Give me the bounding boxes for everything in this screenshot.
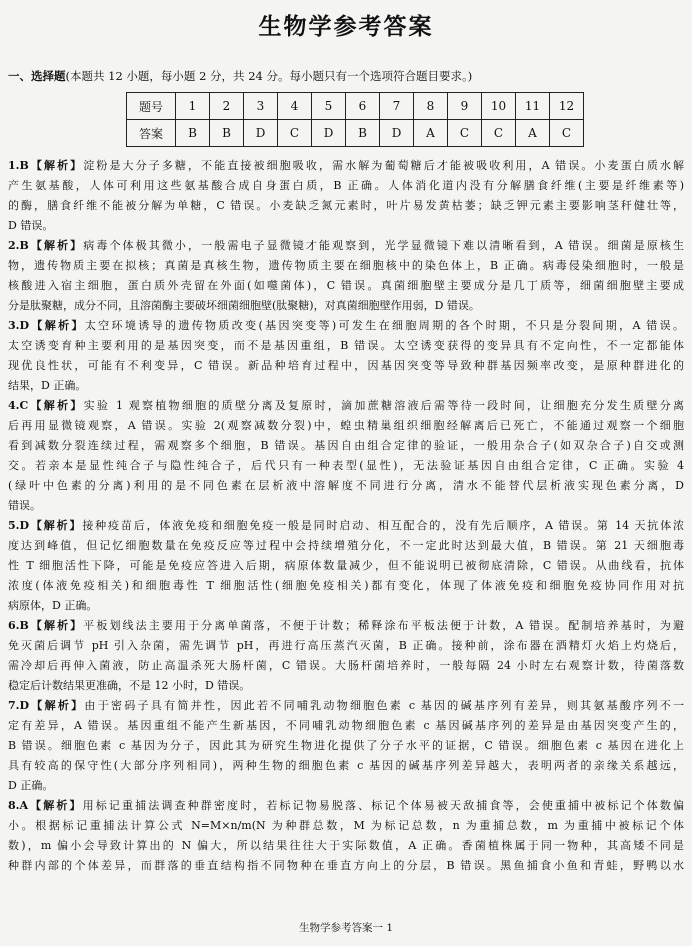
question-number-cell: 7 (380, 93, 414, 120)
explanation-entry (8, 516, 684, 616)
explanation-line: 性 T 细胞活性下降，可能是免疫应答进入后期，病原体数量减少，但不能说明已被彻底清除，C 错误。从曲线看，抗体 (8, 559, 684, 572)
answer-cell: B (346, 120, 380, 147)
row-label-answer: 答案 (127, 120, 176, 147)
entry-number: 5.D (8, 519, 30, 532)
answer-cell: C (482, 120, 516, 147)
explanation-line: 物，遗传物质主要在拟核；真菌是真核生物，遗传物质主要在细胞核中的染色体上，B 正确。病毒侵染细胞时，一般是 (8, 259, 684, 272)
analysis-tag: 【解析】 (28, 399, 84, 412)
explanation-line (8, 156, 684, 176)
line-text: 平板划线法主要用于分离单菌落，不便于计数；稀释涂布平板法便于计数，A 错误。配制培养基时，为避 (83, 619, 684, 632)
explanation-line: 太空诱变育种主要利用的是基因突变，而不是基因重组，B 错误。太空诱变获得的变异具有不定向性，不一定都能体 (8, 339, 684, 352)
entry-number: 7.D (8, 699, 30, 712)
explanation-line (8, 396, 684, 416)
explanation-entry (8, 396, 684, 516)
explanation-line: D 正确。 (8, 779, 54, 792)
section-header (8, 68, 688, 84)
entry-number: 8.A (8, 799, 29, 812)
answer-cell: D (312, 120, 346, 147)
explanation-line: 现优良性状，可能有不利变异，C 错误。新品种培育过程中，因基因突变等导致种群基因频率改变，是原种群进化的 (8, 359, 684, 372)
question-number-cell: 1 (176, 93, 210, 120)
answer-table-number-row (127, 93, 584, 120)
explanation-line (8, 516, 684, 536)
question-number-cell: 6 (346, 93, 380, 120)
explanation-line: 核酸进入宿主细胞，蛋白质外壳留在外面(如噬菌体)，C 错误。真菌细胞壁主要成分是几丁质等，细菌细胞壁主要成 (8, 279, 684, 292)
entry-number: 4.C (8, 399, 29, 412)
explanation-line: B 错误。细胞色素 c 基因为分子，因此其为研究生物进化提供了分子水平的证据，C 错误。细胞色素 c 基因在进化上 (8, 739, 684, 752)
entry-number: 2.B (8, 239, 29, 252)
explanation-line (8, 316, 684, 336)
explanation-line: 交。若亲本是显性纯合子与隐性纯合子，后代只有一种表型(显性)，无法验证基因自由组合定律，C 正确。实验 4 (8, 459, 684, 472)
question-number-cell: 5 (312, 93, 346, 120)
question-number-cell: 4 (278, 93, 312, 120)
explanation-line: D 错误。 (8, 219, 54, 232)
explanation-line: 错误。 (8, 499, 41, 512)
explanation-entry (8, 616, 684, 696)
answer-table-answer-row (127, 120, 584, 147)
section-instruction: (本题共 12 小题，每小题 2 分，共 24 分。每小题只有一个选项符合题目要求。) (65, 69, 473, 83)
question-number-cell: 8 (414, 93, 448, 120)
analysis-tag: 【解析】 (29, 319, 85, 332)
explanations (8, 156, 684, 876)
explanation-line: 的酶，膳食纤维不能被分解为单糖，C 错误。小麦缺乏氮元素时，叶片易发黄枯萎；缺乏钾元素主要影响茎秆健壮等， (8, 199, 684, 212)
analysis-tag: 【解析】 (28, 239, 84, 252)
explanation-line: 数)，m 偏小会导致计算出的 N 偏大，所以结果往往大于实际数值，A 正确。香菌植株属于同一物种，其高矮不同是 (8, 839, 684, 852)
analysis-tag: 【解析】 (28, 159, 84, 172)
row-label-number: 题号 (127, 93, 176, 120)
explanation-line: 需冷却后再伸入菌液，防止高温杀死大肠杆菌，C 错误。大肠杆菌培养时，一般每隔 24 小时左右观察计数，待菌落数 (8, 659, 684, 672)
line-text: 接种疫苗后，体液免疫和细胞免疫一般是同时启动、相互配合的，没有先后顺序，A 错误。第 14 天抗体浓 (82, 519, 684, 532)
answer-cell: B (210, 120, 244, 147)
explanation-line: 产生氨基酸，人体可利用这些氨基酸合成自身蛋白质，B 正确。人体消化道内没有分解膳食纤维(主要是纤维素等) (8, 179, 684, 192)
explanation-entry (8, 796, 684, 876)
line-text: 由于密码子具有简并性，因此若不同哺乳动物细胞色素 c 基因的碱基序列有差异，则其氨基酸序列不一 (84, 699, 684, 712)
explanation-entry (8, 236, 684, 316)
question-number-cell: 10 (482, 93, 516, 120)
explanation-line: 种群内部的个体差异，而群落的垂直结构指不同物种在垂直方向上的分层，B 错误。黑鱼捕食小鱼和青蛙，野鸭以水 (8, 859, 684, 872)
explanation-line: 后再用显微镜观察，A 错误。实验 2(观察减数分裂)中，蝗虫精巢组织细胞经解离后已死亡，不能通过观察一个细胞 (8, 419, 684, 432)
section-number: 一、选择题 (8, 69, 66, 83)
explanation-line: 具有较高的保守性(大部分序列相同)，两种生物的细胞色素 c 基因的碱基序列差异越大，表明两者的亲缘关系越远， (8, 759, 684, 772)
page-title: 生物学参考答案 (258, 13, 434, 40)
explanation-line (8, 696, 684, 716)
question-number-cell: 2 (210, 93, 244, 120)
explanation-entry (8, 316, 684, 396)
explanation-line: 免灭菌后调节 pH 引入杂菌，需先调节 pH，再进行高压蒸汽灭菌，B 正确。接种前，涂布器在酒精灯火焰上灼烧后， (8, 639, 684, 652)
analysis-tag: 【解析】 (29, 519, 83, 532)
entry-number: 1.B (8, 159, 29, 172)
explanation-line: 浓度(体液免疫相关)和细胞毒性 T 细胞活性(细胞免疫相关)都有变化，体现了体液免疫和细胞免疫协同作用对抗 (8, 579, 684, 592)
question-number-cell: 11 (516, 93, 550, 120)
answer-table (126, 92, 584, 147)
page-footer: 生物学参考答案一 1 (298, 922, 394, 934)
explanation-line: 结果，D 正确。 (8, 379, 87, 392)
answer-cell: C (550, 120, 584, 147)
answer-cell: C (448, 120, 482, 147)
line-text: 实验 1 观察植物细胞的质壁分离及复原时，滴加蔗糖溶液后需等待一段时间，让细胞充分发生质壁分离 (83, 399, 684, 412)
explanation-line: 定有差异，A 错误。基因重组不能产生新基因，不同哺乳动物细胞色素 c 基因碱基序列的差异是由基因突变产生的， (8, 719, 684, 732)
explanation-entry (8, 156, 684, 236)
explanation-line (8, 796, 684, 816)
explanation-line: 小。根据标记重捕法计算公式 N=M×n/m(N 为种群总数，M 为标记总数，n 为重捕总数，m 为重捕中被标记个体 (8, 819, 684, 832)
explanation-line: (绿叶中色素的分离)利用的是不同色素在层析液中溶解度不同进行分离，清水不能替代层析液实现色素分离，D (8, 479, 684, 492)
explanation-line: 看到减数分裂连续过程，需观察多个细胞，B 错误。基因自由组合定律的验证，一般用杂合子(如双杂合子)自交或测 (8, 439, 684, 452)
answer-cell: C (278, 120, 312, 147)
explanation-line: 稳定后计数结果更准确，不是 12 小时，D 错误。 (8, 679, 251, 692)
entry-number: 3.D (8, 319, 30, 332)
line-text: 病毒个体极其微小，一般需电子显微镜才能观察到，光学显微镜下难以清晰看到，A 错误。细菌是原核生 (83, 239, 684, 252)
analysis-tag: 【解析】 (29, 699, 85, 712)
entry-number: 6.B (8, 619, 29, 632)
analysis-tag: 【解析】 (28, 619, 84, 632)
line-text: 淀粉是大分子多糖，不能直接被细胞吸收，需水解为葡萄糖后才能被吸收利用，A 错误。小麦蛋白质水解 (83, 159, 684, 172)
question-number-cell: 12 (550, 93, 584, 120)
question-number-cell: 9 (448, 93, 482, 120)
answer-cell: A (414, 120, 448, 147)
line-text: 用标记重捕法调查种群密度时，若标记物易脱落、标记个体易被天敌捕食等，会使重捕中被标记个体数偏 (82, 799, 684, 812)
answer-cell: A (516, 120, 550, 147)
explanation-line: 分是肽聚糖，成分不同，且溶菌酶主要破坏细菌细胞壁(肽聚糖)，对真菌细胞壁作用弱，D 错误。 (8, 299, 480, 312)
answer-cell: D (244, 120, 278, 147)
explanation-line: 度达到峰值，但记忆细胞数量在免疫反应等过程中会持续增殖分化，不一定此时达到最大值，B 错误。第 21 天细胞毒 (8, 539, 684, 552)
explanation-entry (8, 696, 684, 796)
line-text: 太空环境诱导的遗传物质改变(基因突变等)可发生在细胞周期的各个时期，不只是分裂间期，A 错误。 (84, 319, 684, 332)
question-number-cell: 3 (244, 93, 278, 120)
analysis-tag: 【解析】 (28, 799, 83, 812)
explanation-line (8, 236, 684, 256)
explanation-line (8, 616, 684, 636)
explanation-line: 病原体，D 正确。 (8, 599, 98, 612)
answer-cell: B (176, 120, 210, 147)
answer-cell: D (380, 120, 414, 147)
